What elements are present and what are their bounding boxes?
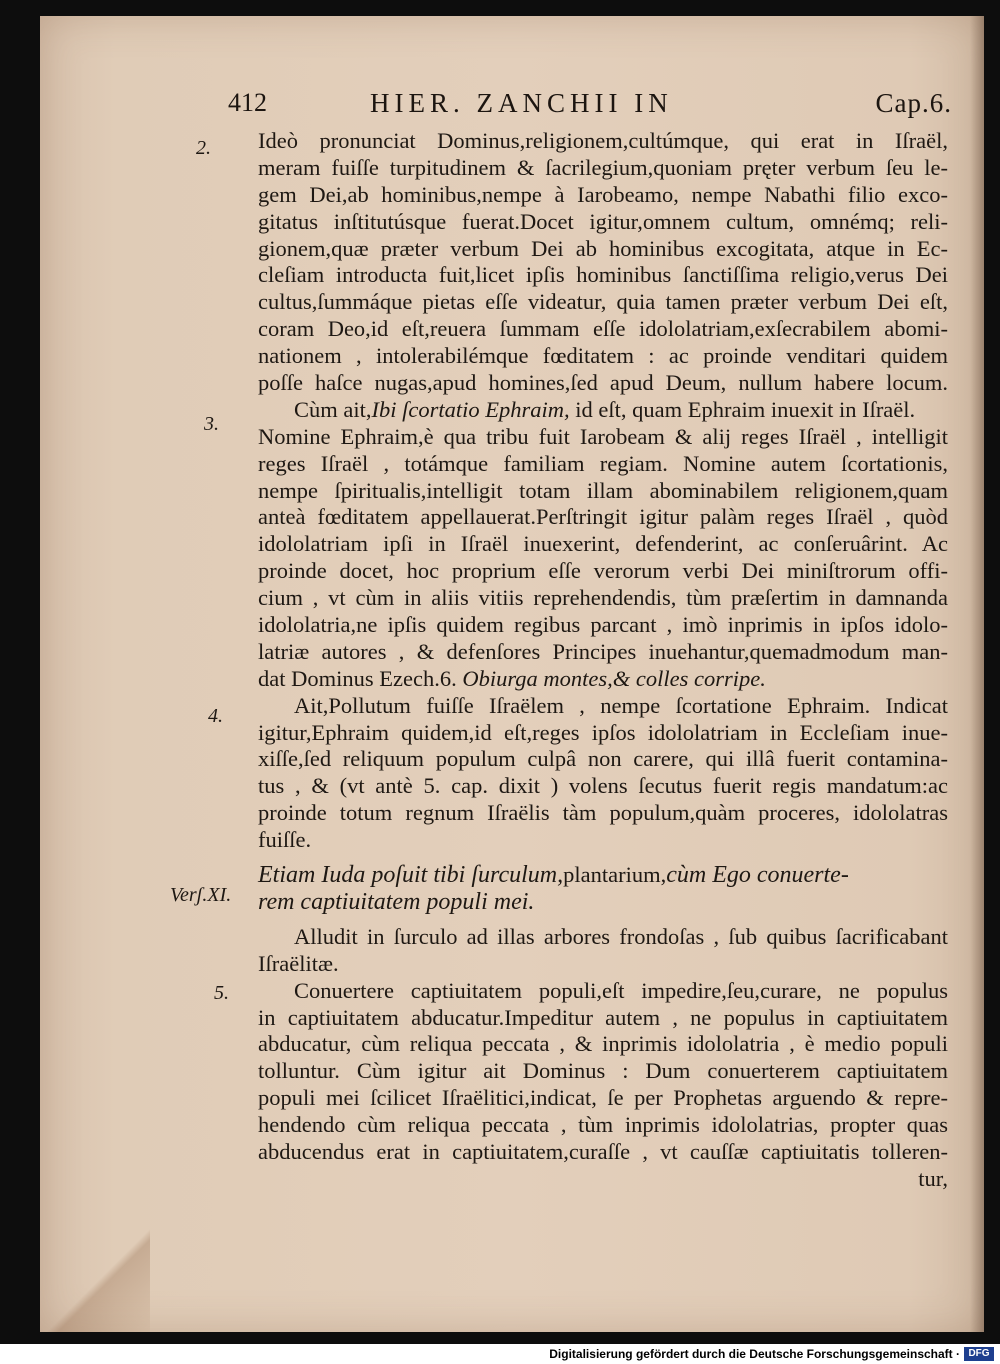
text-line: igitur,Ephraim quidem,id eſt,reges ipſos idololatriam in Eccleſiam inue- — [258, 719, 948, 745]
spacer — [258, 916, 948, 924]
dfg-logo: DFG — [964, 1347, 994, 1361]
catchword: tur, — [918, 1165, 948, 1191]
footer-credit: Digitalisierung gefördert durch die Deutsche Forschungsgemeinschaft · — [549, 1347, 960, 1361]
text-line: nationem , intolerabilémque fœditatem : ac proinde venditari quidem — [258, 343, 948, 369]
lemma-roman: plantarium, — [563, 862, 667, 888]
text-line: xiſſe,ſed reliquum populum culpâ non carere, qui illâ fuerit contamina- — [258, 746, 948, 772]
digitization-footer — [0, 1344, 1000, 1364]
scripture-quote: Obiurga montes,& colles corripe. — [462, 665, 766, 691]
page-corner-fold — [40, 1212, 150, 1332]
lemma-text: Etiam Iuda poſuit tibi ſurculum, — [258, 862, 564, 889]
text-line: gem Dei,ab hominibus,nempe à Iarobeamo, nempe Nabathi filio exco- — [258, 181, 948, 207]
paragraph-4-first-line: Ait,Pollutum fuiſſe Iſraëlem , nempe ſcortatione Ephraim. Indicat — [294, 692, 948, 718]
text-span: dat Dominus Ezech.6. — [258, 665, 463, 691]
paragraph-3-first-line — [258, 397, 948, 424]
lemma-line-1 — [258, 862, 948, 889]
lemma-text: cùm Ego conuerte- — [666, 862, 849, 889]
lemma-line-2 — [258, 889, 948, 916]
text-line: reges Iſraël , totámque familiam regiam. Nomine autem ſcortationis, — [258, 450, 948, 476]
margin-note-4: 4. — [208, 705, 223, 727]
text-line: proinde totum regnum Iſraëlis tàm populum,quàm proceres, idololatras — [258, 800, 948, 826]
text-line: abducendus erat in captiuitatem,curaſſe , vt cauſſæ captiuitatis tolleren- — [258, 1138, 948, 1164]
text-line: cultus,ſummáque pietas eſſe videatur, quia tamen præter verbum Dei eſt, — [258, 289, 948, 315]
spacer — [258, 854, 948, 862]
text-line: Nomine Ephraim,è qua tribu fuit Iarobeam & alij reges Iſraël , intelligit — [258, 423, 948, 449]
quoted-lemma: Ibi ſcortatio Ephraim, — [371, 396, 570, 422]
text-line: tus , & (vt antè 5. cap. dixit ) volens ſecutus fuerit regis mandatum:ac — [258, 773, 948, 799]
text-line: cium , vt cùm in aliis vitiis reprehendendis, tùm præſertim in damnanda — [258, 585, 948, 611]
text-line: coram Deo,id eſt,reuera ſummam eſſe idololatriam,exſecrabilem abomi- — [258, 316, 948, 342]
page-number: 412 — [228, 88, 267, 117]
text-line: gionem,quæ præter verbum Dei ab hominibus excogitata, atque in Ec- — [258, 235, 948, 261]
text-line: idololatria,ne ipſis quidem regibus parcant , imò inprimis in ipſos idolo- — [258, 612, 948, 638]
text-line: hendendo cùm reliqua peccata , tùm inprimis idololatrias, propter quas — [258, 1112, 948, 1138]
paragraph-6-last-line: Iſraëlitæ. — [258, 950, 339, 976]
text-line: gitatus inſtitutúsque fuerat.Docet igitur,omnem cultum, omnémq; reli- — [258, 208, 948, 234]
page-edge-shadow — [970, 16, 984, 1332]
paragraph-6-first-line: Alludit in ſurculo ad illas arbores frondoſas , ſub quibus ſacrificabant — [294, 923, 948, 949]
text-line: nempe ſpiritualis,intelligit totam illam abominabilem religionem,quam — [258, 477, 948, 503]
margin-verse-label: Verʃ.XI. — [170, 884, 232, 906]
text-span: id eſt, quam Ephraim inuexit in Iſraël. — [569, 396, 916, 422]
text-line: poſſe haſce nugas,apud homines,ſed apud Deum, nullum habere locum. — [258, 370, 948, 396]
paragraph-3-last-line — [258, 666, 948, 693]
body-text — [258, 128, 948, 1193]
running-head: HIER. ZANCHII IN — [370, 88, 673, 118]
lemma-text: rem captiuitatem populi mei. — [258, 888, 535, 915]
margin-note-2: 2. — [196, 137, 211, 159]
chapter-label: Cap.6. — [875, 88, 952, 118]
text-line: abducatur, cùm reliqua peccata , & inprimis idololatria , è medio populi — [258, 1031, 948, 1057]
text-span: Cùm ait, — [294, 396, 372, 422]
paragraph-7-first-line: Conuertere captiuitatem populi,eſt impedire,ſeu,curare, ne populus — [294, 977, 948, 1003]
margin-note-3: 3. — [204, 413, 219, 435]
text-line: in captiuitatem abducatur.Impeditur autem , ne populus in captiuitatem — [258, 1004, 948, 1030]
page-header — [190, 88, 960, 122]
text-line: tolluntur. Cùm igitur ait Dominus : Dum conuerterem captiuitatem — [258, 1058, 948, 1084]
margin-note-5: 5. — [214, 982, 229, 1004]
text-line: anteà fœditatem appellauerat.Perſtringit igitur palàm reges Iſraël , quòd — [258, 504, 948, 530]
text-line: Ideò pronunciat Dominus,religionem,cultúmque, qui erat in Iſraël, — [258, 128, 948, 153]
text-line: proinde docet, hoc proprium eſſe verorum verbi Dei miniſtrorum offi- — [258, 558, 948, 584]
text-line: meram fuiſſe turpitudinem & ſacrilegium,quoniam pręter verbum ſeu le- — [258, 154, 948, 180]
text-line: idololatriam ipſi in Iſraël inuexerint, defenderint, ac conſeruârint. Ac — [258, 531, 948, 557]
text-line: populi mei ſcilicet Iſraëlitici,indicat, ſe per Prophetas arguendo & repre- — [258, 1085, 948, 1111]
paragraph-4-last-line: fuiſſe. — [258, 827, 312, 853]
text-line: cleſiam introducta fuit,licet ipſis hominibus ſanctiſſima religio,verus Dei — [258, 262, 948, 288]
text-line: latriæ autores , & defenſores Principes inuehantur,quemadmodum man- — [258, 638, 948, 664]
